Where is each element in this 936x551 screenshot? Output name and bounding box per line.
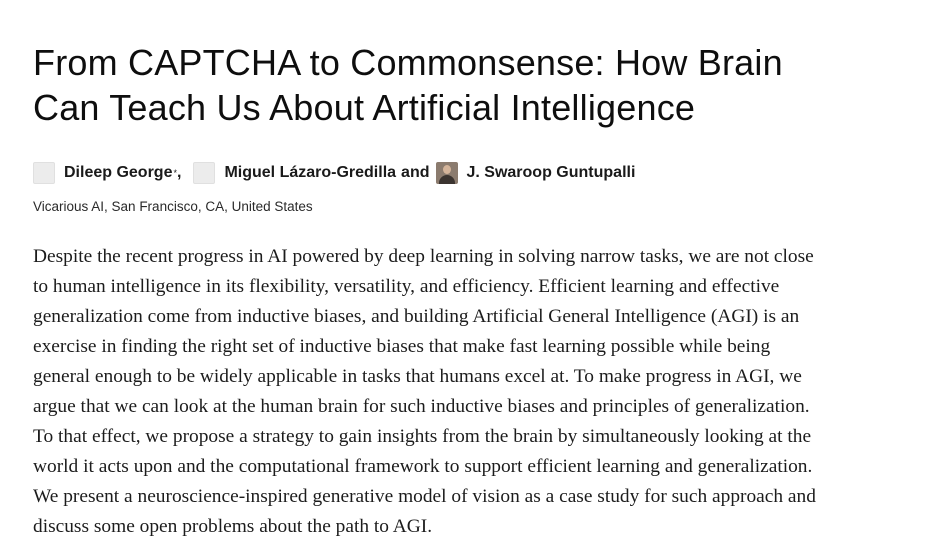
abstract-line: To that effect, we propose a strategy to gain insights from the brain by simultaneously looking at the [33,426,812,447]
abstract-line: argue that we can look at the human brain for such inductive biases and principles of generalization. [33,396,810,417]
author-separator: , [177,164,182,181]
abstract-line: We present a neuroscience-inspired generative model of vision as a case study for such approach and [33,486,816,507]
author-avatar-icon [33,162,55,184]
abstract-line: to human intelligence in its flexibility, versatility, and efficiency. Efficient learning and effective [33,276,780,297]
author-list [33,160,923,186]
abstract-line: world it acts upon and the computational framework to support efficient learning and generalization. [33,456,813,477]
affiliation: Vicarious AI, San Francisco, CA, United States [33,199,313,214]
abstract-line: Despite the recent progress in AI powered by deep learning in solving narrow tasks, we are not close [33,246,814,267]
article-header [33,40,923,542]
corresponding-author-mark: * [173,168,177,178]
avatar-shoulders-shape [439,175,455,184]
author-conjunction: and [401,164,430,181]
article-title [33,40,923,130]
title-line-1: From CAPTCHA to Commonsense: How Brain [33,42,783,83]
abstract-line: exercise in finding the right set of inductive biases that make fast learning possible while being [33,336,771,357]
author-photo-avatar [436,162,458,184]
author-name[interactable]: J. Swaroop Guntupalli [466,164,636,181]
author-name[interactable]: Miguel Lázaro-Gredilla [224,164,397,181]
title-line-2: Can Teach Us About Artificial Intelligence [33,87,696,128]
abstract-line: generalization come from inductive biases, and building Artificial General Intelligence (AGI) is an [33,306,800,327]
abstract [33,242,923,542]
abstract-line: general enough to be widely applicable in tasks that humans excel at. To make progress in AGI, we [33,366,802,387]
avatar-head-shape [443,165,451,174]
author-avatar-icon [193,162,215,184]
abstract-line: discuss some open problems about the path to AGI. [33,516,433,537]
author-name[interactable]: Dileep George [64,164,173,181]
